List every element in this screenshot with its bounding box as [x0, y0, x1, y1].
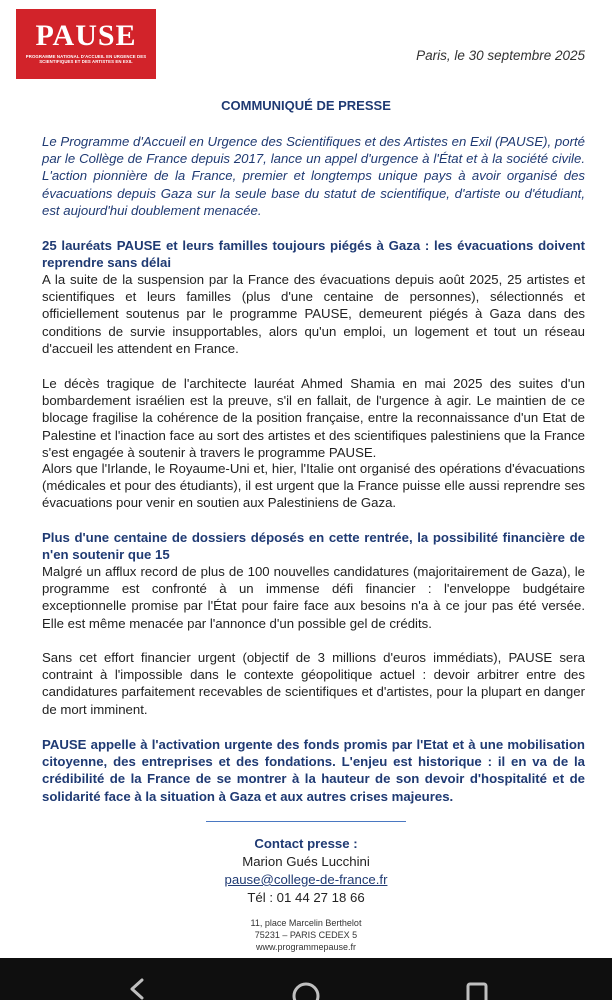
recent-apps-button[interactable]: [460, 972, 494, 1000]
back-icon: [120, 972, 154, 1000]
section1-heading: 25 lauréats PAUSE et leurs familles toujours piégés à Gaza : les évacuations doivent reprendre sans délai: [42, 238, 585, 271]
back-button[interactable]: [120, 972, 154, 1000]
section2-heading: Plus d'une centaine de dossiers déposés en cette rentrée, la possibilité financière de n'en soutenir que 15: [42, 530, 585, 563]
home-button[interactable]: [289, 972, 323, 1000]
section1-paragraph-1: A la suite de la suspension par la France des évacuations depuis août 2025, 25 artistes et scientifiques et leurs familles (plus d'une centaine de personnes), sélectionnés et officiellement soutenus par le programme PAUSE, demeurent piégés à Gaza dans des conditions de survie insupportables, alors qu'un emploi, un logement et tout un réseau d'accueil les attendent en France.: [42, 272, 585, 356]
contact-label: Contact presse :: [254, 836, 358, 851]
page-title: COMMUNIQUÉ DE PRESSE: [221, 98, 391, 113]
contact-phone: Tél : 01 44 27 18 66: [247, 890, 365, 905]
address-block: [0, 917, 612, 953]
logo-word: PAUSE: [35, 19, 137, 52]
contact-name: Marion Gués Lucchini: [242, 854, 370, 869]
appeal-paragraph: PAUSE appelle à l'activation urgente des fonds promis par l'Etat et à une mobilisation citoyenne, des entreprises et des fondations. L'enjeu est historique : il en va de la crédibilité de la France de se montrer à la hauteur de son devoir d'hospitalité et de solidarité face à la situation à Gaza et aux autres crises majeures.: [42, 737, 585, 804]
divider: [206, 821, 406, 822]
address-line-2: 75231 – PARIS CEDEX 5: [254, 930, 358, 940]
android-navigation-bar: [0, 958, 612, 1000]
contact-block: [0, 835, 612, 907]
section1-paragraph-3: Alors que l'Irlande, le Royaume-Uni et, hier, l'Italie ont organisé des opérations d'évacuations (médicales et pour des étudiants), il est urgent que la France puisse elle aussi reprendre ses évacuations pour venir en soutien aux Palestiniens de Gaza.: [42, 461, 585, 511]
intro-paragraph: Le Programme d'Accueil en Urgence des Scientifiques et des Artistes en Exil (PAUSE), porté par le Collège de France depuis 2017, lance un appel d'urgence à l'État et à la société civile. L'action pionnière de la France, premier et longtemps unique pays à avoir organisé des évacuations depuis Gaza sur la seule base du statut de scientifique, d'artiste ou d'étudiant, est aujourd'hui doublement menacée.: [42, 134, 585, 218]
home-icon: [289, 972, 323, 1000]
dateline: Paris, le 30 septembre 2025: [416, 48, 585, 63]
section2-paragraph-2: Sans cet effort financier urgent (objectif de 3 millions d'euros immédiats), PAUSE sera contraint à l'impossible dans le contexte géopolitique actuel : devoir arbitrer entre des candidatures parfaitement recevables de scientifiques et d'artistes, pour la plupart en danger de mort imminent.: [42, 650, 585, 717]
section2-paragraph-1: Malgré un afflux record de plus de 100 nouvelles candidatures (majoritairement de Gaza), le programme est confronté à un immense défi financier : l'enveloppe budgétaire exceptionnelle promise par l'État pour faire face aux besoins n'a à ce jour pas été versée. Elle est même menacée par l'annonce d'un possible gel de crédits.: [42, 564, 585, 631]
address-website: www.programmepause.fr: [255, 942, 357, 952]
address-line-1: 11, place Marcelin Berthelot: [250, 918, 362, 928]
logo-subtitle: PROGRAMME NATIONAL D'ACCUEIL EN URGENCE DES SCIENTIFIQUES ET DES ARTISTES EN EXIL: [25, 54, 147, 64]
recent-apps-icon: [460, 972, 494, 1000]
contact-email-link[interactable]: pause@college-de-france.fr: [224, 872, 388, 887]
section1-paragraph-2: Le décès tragique de l'architecte lauréat Ahmed Shamia en mai 2025 des suites d'un bombardement israélien est la preuve, s'il en fallait, de l'urgence à agir. Le maintien de ce blocage fragilise la cohérence de la position française, entre la reconnaissance d'un Etat de Palestine et l'inaction face au sort des artistes et des scientifiques palestiniens que la France s'est engagée à soutenir à travers le programme PAUSE.: [42, 376, 585, 460]
pause-logo: [16, 9, 156, 79]
